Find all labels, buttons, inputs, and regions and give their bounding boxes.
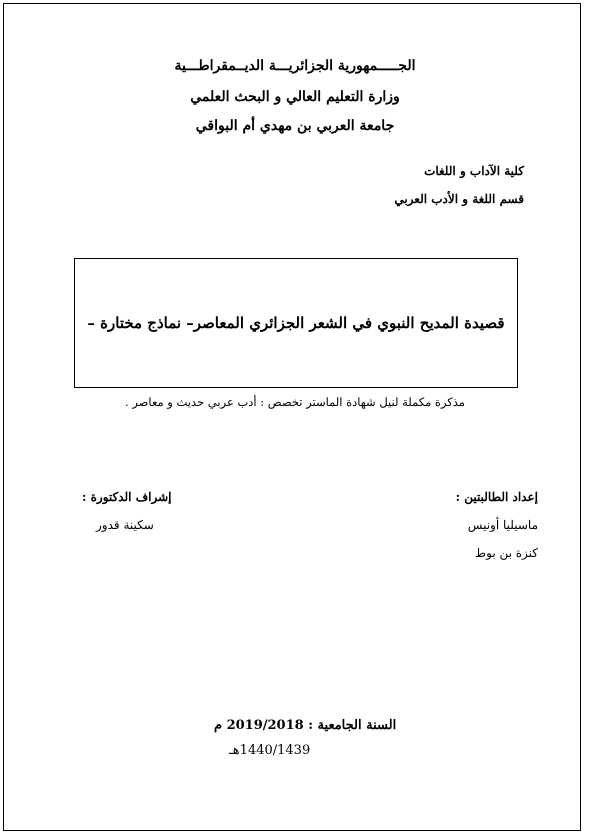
college-name: كلية الآداب و اللغات — [424, 164, 524, 178]
thesis-title-box — [74, 258, 518, 388]
student-name-2: كنزة بن بوط — [475, 546, 538, 560]
students-label: إعداد الطالبتين : — [455, 490, 538, 504]
hijri-year: 1440/1439هـ — [229, 743, 311, 758]
supervisor-name: سكينة قدور — [96, 518, 154, 532]
republic-name: الجـــــمهورية الجزائريـــة الديــمقراطـــية — [174, 58, 416, 74]
supervisor-label: إشراف الدكتورة : — [82, 490, 172, 504]
student-name-1: ماسيليا أونيس — [467, 518, 538, 532]
thesis-title: قصيدة المديح النبوي في الشعر الجزائري المعاصر– نماذج مختارة – — [87, 314, 505, 332]
university-name: جامعة العربي بن مهدي أم البواقي — [195, 118, 395, 134]
academic-year: السنة الجامعية : 2019/2018 م — [214, 718, 397, 733]
ministry-name: وزارة التعليم العالي و البحث العلمي — [190, 89, 400, 105]
department-name: قسم اللغة و الأدب العربي — [394, 192, 524, 206]
thesis-subtitle: مذكرة مكملة لنيل شهادة الماستر تخصص : أدب عربي حديث و معاصر . — [125, 395, 465, 409]
